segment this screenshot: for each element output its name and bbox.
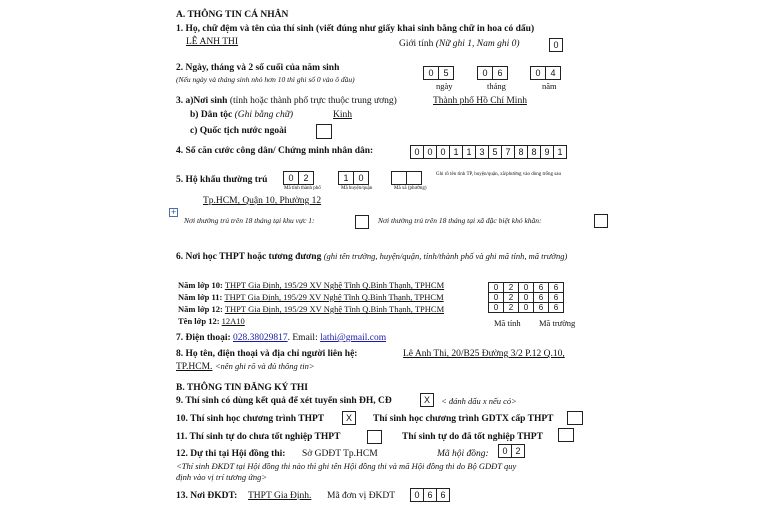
contact-line-1: Lê Anh Thi, 20/B25 Đường 3/2 P.12 Q.10, xyxy=(403,349,565,359)
code-row xyxy=(489,293,564,303)
hk-ward-label: Mã xã (phường) xyxy=(394,186,427,191)
class-row xyxy=(178,316,245,326)
gender-label xyxy=(399,39,520,49)
code-cell[interactable]: 6 xyxy=(534,283,549,293)
gender-hint: (Nữ ghi 1, Nam ghi 0) xyxy=(435,39,520,49)
q3a-hint: (tỉnh hoặc thành phố trực thuộc trung ương) xyxy=(229,96,397,106)
hk-district-label: Mã huyện/quận xyxy=(341,186,373,191)
school-code-grid[interactable] xyxy=(488,282,564,313)
q12-code-boxes[interactable] xyxy=(499,444,525,458)
hk-district-digit[interactable]: 0 xyxy=(353,171,369,185)
name-value: LÊ ANH THI xyxy=(186,37,239,47)
hk-district-boxes[interactable] xyxy=(339,171,369,185)
hk-note: Ghi rõ tên tỉnh TP, huyện/quận, xã/phường vào dòng trống sau xyxy=(436,172,561,177)
q9-label: 9. Thí sinh có dùng kết quả để xét tuyển sinh ĐH, CĐ xyxy=(176,396,392,406)
foreign-nationality-box[interactable] xyxy=(316,124,332,139)
q12-code-label: Mã hội đồng: xyxy=(437,449,489,459)
q5-label: 5. Hộ khẩu thường trú xyxy=(176,175,268,185)
section-a-title: A. THÔNG TIN CÁ NHÂN xyxy=(176,10,289,20)
q12-council: Sở GDĐT Tp.HCM xyxy=(302,449,378,459)
id-digit[interactable]: 0 xyxy=(410,145,424,159)
phone-value[interactable]: 028.38029817 xyxy=(233,333,288,343)
dob-day-boxes[interactable] xyxy=(424,66,454,80)
id-digit[interactable]: 3 xyxy=(475,145,489,159)
q5-kv1-label: Nơi thường trú trên 18 tháng tại khu vực 1: xyxy=(184,216,315,225)
id-number-boxes[interactable] xyxy=(411,145,567,159)
q12-code-digit[interactable]: 0 xyxy=(498,444,512,458)
school-name: THPT Gia Định, 195/29 XV Nghệ Tĩnh Q.Bình Thạnh, TPHCM xyxy=(224,292,444,302)
day-label: ngày xyxy=(436,81,453,91)
hk-city-digit[interactable]: 0 xyxy=(283,171,299,185)
contact-line-2: TP.HCM. xyxy=(176,362,213,372)
q6-row xyxy=(176,251,567,262)
code-cell[interactable]: 2 xyxy=(504,303,519,313)
q9-box[interactable]: X xyxy=(420,393,434,407)
hk-city-label: Mã tỉnh thành phố xyxy=(284,186,321,191)
address-value: Tp.HCM, Quận 10, Phường 12 xyxy=(203,196,322,206)
q1-label: 1. Họ, chữ đệm và tên của thí sinh (viết đúng như giấy khai sinh bằng chữ in hoa có dấu) xyxy=(176,24,535,34)
q11-box[interactable] xyxy=(367,430,382,444)
q8-hint: <nên ghi rõ và đủ thông tin> xyxy=(214,361,315,371)
hk-ward-digit[interactable] xyxy=(391,171,407,185)
q6-hint: (ghi tên trường, huyện/quận, tỉnh/thành phố và ghi mã tỉnh, mã trường) xyxy=(323,251,568,261)
dob-month-digit[interactable]: 0 xyxy=(477,66,493,80)
section-b-title: B. THÔNG TIN ĐĂNG KÝ THI xyxy=(176,383,308,393)
q3a-label: 3. a)Nơi sinh xyxy=(176,96,228,106)
q13-code-digit[interactable]: 6 xyxy=(436,488,450,502)
q3b-hint: (Ghi bằng chữ) xyxy=(234,110,294,120)
q12-label: 12. Dự thi tại Hội đồng thi: xyxy=(176,449,286,459)
dob-month-boxes[interactable] xyxy=(478,66,508,80)
school-year-label: Năm lớp 11: xyxy=(178,292,223,302)
hk-ward-digit[interactable] xyxy=(406,171,422,185)
q7-label: 7. Điện thoại: xyxy=(176,333,231,343)
code-cell[interactable]: 6 xyxy=(549,283,564,293)
code-cell[interactable]: 0 xyxy=(489,283,504,293)
school-code-label: Mã trường xyxy=(539,318,576,328)
school-name: THPT Gia Định, 195/29 XV Nghệ Tĩnh Q.Bình Thạnh, TPHCM xyxy=(224,280,445,290)
q13-unit-label: Mã đơn vị ĐKDT xyxy=(327,491,396,501)
code-cell[interactable]: 6 xyxy=(534,293,549,303)
year-label: năm xyxy=(542,81,557,91)
email-label: . Email: xyxy=(287,333,318,343)
q4-label: 4. Số căn cước công dân/ Chứng minh nhân dân: xyxy=(176,146,374,156)
school-name: THPT Gia Định, 195/29 XV Nghệ Tĩnh Q.Bình Thạnh, TPHCM xyxy=(224,304,445,314)
q2-label: 2. Ngày, tháng và 2 số cuối của năm sinh xyxy=(176,63,340,73)
q2-hint: (Nếu ngày và tháng sinh nhỏ hơn 10 thì ghi số 0 vào ô đầu) xyxy=(176,75,355,84)
expand-icon[interactable]: + xyxy=(170,208,177,216)
q13-label: 13. Nơi ĐKDT: xyxy=(176,491,238,501)
hk-city-boxes[interactable] xyxy=(284,171,314,185)
code-cell[interactable]: 0 xyxy=(519,303,534,313)
id-digit[interactable]: 1 xyxy=(553,145,567,159)
code-cell[interactable]: 0 xyxy=(489,303,504,313)
code-cell[interactable]: 2 xyxy=(504,283,519,293)
id-digit[interactable]: 7 xyxy=(501,145,515,159)
id-digit[interactable]: 8 xyxy=(514,145,528,159)
code-cell[interactable]: 2 xyxy=(504,293,519,303)
q13-place: THPT Gia Định. xyxy=(248,491,312,501)
dob-day-digit[interactable]: 5 xyxy=(438,66,454,80)
q13-code-boxes[interactable] xyxy=(411,488,450,502)
school-row-10 xyxy=(178,280,444,290)
code-cell[interactable]: 6 xyxy=(549,293,564,303)
school-row-12 xyxy=(178,304,444,314)
month-label: tháng xyxy=(487,81,506,91)
q12-code-digit[interactable]: 2 xyxy=(511,444,525,458)
q10b-label: Thí sinh học chương trình GDTX cấp THPT xyxy=(373,414,554,424)
code-row xyxy=(489,283,564,293)
code-cell[interactable]: 6 xyxy=(534,303,549,313)
q10-label: 10. Thí sinh học chương trình THPT xyxy=(176,414,325,424)
dob-year-boxes[interactable] xyxy=(531,66,561,80)
q9-hint: < đánh dấu x nếu có> xyxy=(441,396,517,406)
q10-box[interactable]: X xyxy=(342,411,356,425)
dob-day-digit[interactable]: 0 xyxy=(423,66,439,80)
q5-xdb-label: Nơi thường trú trên 18 tháng tại xã đặc biệt khó khăn: xyxy=(378,216,542,225)
province-code-label: Mã tỉnh xyxy=(494,318,521,328)
kv1-box[interactable] xyxy=(355,215,369,229)
code-cell[interactable]: 0 xyxy=(519,283,534,293)
id-digit[interactable]: 5 xyxy=(488,145,502,159)
q11b-box[interactable] xyxy=(558,428,574,442)
hk-ward-boxes[interactable] xyxy=(392,171,422,185)
id-digit[interactable]: 9 xyxy=(540,145,554,159)
q8-row-2 xyxy=(176,361,315,372)
q3b-row xyxy=(190,110,293,120)
q3a-row xyxy=(176,96,397,106)
class-label: Tên lớp 12: xyxy=(178,316,220,326)
q6-label: 6. Nơi học THPT hoặc tương đương xyxy=(176,252,322,262)
id-digit[interactable]: 0 xyxy=(423,145,437,159)
q3c-label: c) Quốc tịch nước ngoài xyxy=(190,126,287,136)
q10b-box[interactable] xyxy=(567,411,583,425)
school-row-11 xyxy=(178,292,444,302)
gender-label-text: Giới tính xyxy=(399,39,434,49)
school-year-label: Năm lớp 12: xyxy=(178,304,223,314)
gender-box[interactable]: 0 xyxy=(549,38,563,52)
q11-label: 11. Thí sinh tự do chưa tốt nghiệp THPT xyxy=(176,432,341,442)
q7-row xyxy=(176,333,386,343)
email-value[interactable]: lathi@gmail.com xyxy=(320,333,387,343)
dob-month-digit[interactable]: 6 xyxy=(492,66,508,80)
q12-note-1: <Thí sinh ĐKDT tại Hội đồng thi nào thì ghi tên Hội đồng thi và mã Hội đồng thi do Bộ GDĐT quy xyxy=(176,461,517,471)
school-year-label: Năm lớp 10: xyxy=(178,280,223,290)
q12-note-2: định vào vị trí tương ứng> xyxy=(176,472,268,482)
code-cell[interactable]: 6 xyxy=(549,303,564,313)
xdb-box[interactable] xyxy=(594,214,608,228)
q13-code-digit[interactable]: 0 xyxy=(410,488,424,502)
hk-district-digit[interactable]: 1 xyxy=(338,171,354,185)
dob-year-digit[interactable]: 0 xyxy=(530,66,546,80)
ethnicity-value: Kinh xyxy=(333,110,352,120)
hk-city-digit[interactable]: 2 xyxy=(298,171,314,185)
q3b-label: b) Dân tộc xyxy=(190,110,233,120)
birthplace-value: Thành phố Hồ Chí Minh xyxy=(433,96,527,106)
code-row xyxy=(489,303,564,313)
id-digit[interactable]: 8 xyxy=(527,145,541,159)
id-digit[interactable]: 1 xyxy=(462,145,476,159)
q13-code-digit[interactable]: 6 xyxy=(423,488,437,502)
code-cell[interactable]: 0 xyxy=(519,293,534,303)
class-value: 12A10 xyxy=(221,316,245,326)
dob-year-digit[interactable]: 4 xyxy=(545,66,561,80)
id-digit[interactable]: 1 xyxy=(449,145,463,159)
q8-label: 8. Họ tên, điện thoại và địa chỉ người liên hệ: xyxy=(176,349,358,359)
id-digit[interactable]: 0 xyxy=(436,145,450,159)
q11b-label: Thí sinh tự do đã tốt nghiệp THPT xyxy=(402,432,543,442)
code-cell[interactable]: 0 xyxy=(489,293,504,303)
